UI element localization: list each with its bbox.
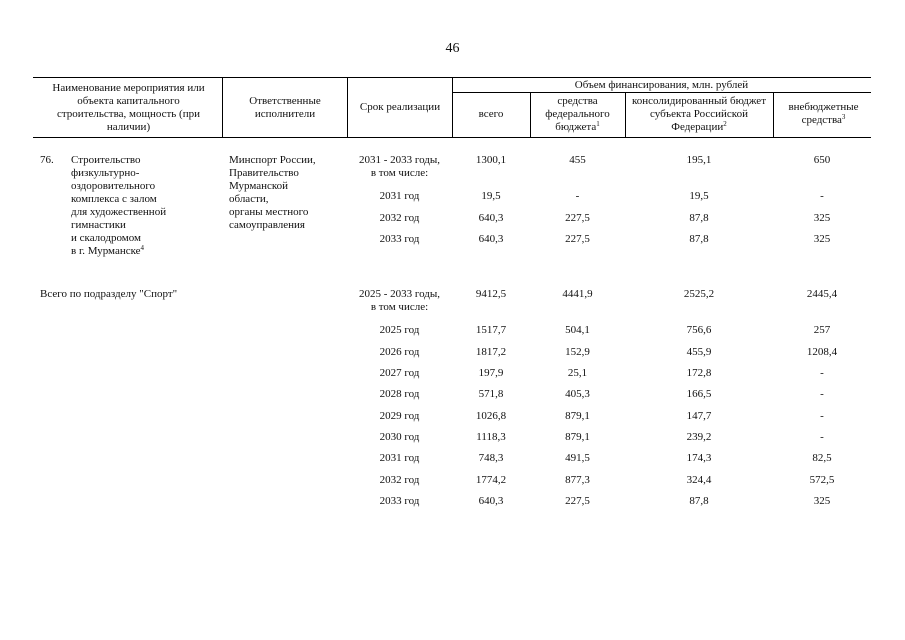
item-name-line: физкультурно- [71,167,140,179]
regional-cell: 87,8 [689,495,709,507]
federal-cell: 4441,9 [562,288,593,300]
offbudget-cell: - [820,190,824,202]
item-name-line: для художественной [71,206,167,218]
item-responsible-line: Минспорт России, [229,154,316,166]
regional-cell: 147,7 [686,410,712,422]
federal-cell: - [575,190,580,202]
regional-cell: 455,9 [686,346,712,358]
subtotal-label: Всего по подразделу "Спорт" [40,288,178,300]
period-cell: 2030 год [379,431,420,443]
period-cell: 2025 - 2033 годы, [358,288,441,300]
offbudget-cell: 325 [813,495,831,507]
period-cell: 2028 год [379,388,420,400]
period-cell: 2031 год [379,452,420,464]
offbudget-cell: - [820,367,824,379]
header-offbudget: внебюджетные средства$^3$ [788,101,859,126]
federal-cell: 491,5 [565,452,590,464]
period-cell: 2029 год [379,410,420,422]
federal-cell: 879,1 [565,431,590,443]
federal-cell: 227,5 [565,212,590,224]
offbudget-cell: - [820,388,824,400]
period-cell: 2025 год [379,324,420,336]
federal-cell: 877,3 [565,474,590,486]
regional-cell: 19,5 [689,190,709,202]
total-cell: 571,8 [478,388,504,400]
header-regional: консолидированный бюджет субъекта Российской Федерации$^2$ [632,95,766,133]
regional-cell: 87,8 [689,233,709,245]
period-cell: 2027 год [379,367,420,379]
regional-cell: 172,8 [686,367,712,379]
period-cell: в том числе: [370,301,429,313]
offbudget-cell: - [820,410,824,422]
header-responsible: Ответственные исполнители [249,95,321,120]
federal-cell: 25,1 [567,367,588,379]
regional-cell: 756,6 [686,324,712,336]
header-federal: средства федерального бюджета$^1$ [545,95,610,133]
period-cell: 2031 год [379,190,420,202]
item-name-line: в г. Мурманске$^4$ [71,244,145,257]
total-cell: 1517,7 [475,324,507,336]
total-cell: 1026,8 [475,410,507,422]
item-responsible-line: области, [229,193,269,205]
item-name-line: оздоровительного [71,180,156,192]
item-number: 76. [40,154,54,166]
total-cell: 1774,2 [475,474,507,486]
offbudget-cell: 650 [813,154,831,166]
item-name-line: и скалодромом [71,232,141,244]
regional-cell: 2525,2 [683,288,715,300]
col-divider [773,92,774,138]
offbudget-cell: 325 [813,233,831,245]
offbudget-cell: 325 [813,212,831,224]
regional-cell: 239,2 [686,431,712,443]
federal-cell: 455 [569,154,586,166]
header-name: Наименование мероприятия или объекта капитального строительства, мощность (при наличии) [52,82,205,133]
header-period: Срок реализации [359,101,441,113]
item-name-line: гимнастики [71,219,126,231]
offbudget-cell: 82,5 [812,452,832,464]
item-responsible-line: органы местного [229,206,309,218]
federal-cell: 504,1 [565,324,590,336]
federal-cell: 227,5 [565,495,590,507]
federal-cell: 879,1 [565,410,590,422]
total-cell: 197,9 [478,367,504,379]
regional-cell: 87,8 [689,212,709,224]
federal-cell: 152,9 [565,346,590,358]
total-cell: 748,3 [478,452,504,464]
total-cell: 640,3 [478,495,504,507]
period-cell: 2032 год [379,212,420,224]
col-divider [222,77,223,138]
regional-cell: 324,4 [686,474,712,486]
period-cell: 2031 - 2033 годы, [358,154,441,166]
total-cell: 1300,1 [475,154,507,166]
item-name-line: Строительство [71,154,141,166]
offbudget-cell: - [820,431,824,443]
period-cell: 2033 год [379,233,420,245]
regional-cell: 174,3 [686,452,712,464]
total-cell: 19,5 [481,190,501,202]
col-divider [347,77,348,138]
total-cell: 1118,3 [476,431,506,443]
total-cell: 640,3 [478,233,504,245]
page-number: 46 [445,41,460,56]
period-cell: в том числе: [370,167,429,179]
regional-cell: 195,1 [686,154,712,166]
offbudget-cell: 257 [813,324,831,336]
offbudget-cell: 1208,4 [806,346,838,358]
federal-cell: 405,3 [565,388,590,400]
item-responsible-line: Правительство [229,167,299,179]
header-total: всего [478,108,504,120]
item-responsible-line: Мурманской [229,180,289,192]
total-cell: 640,3 [478,212,504,224]
total-cell: 9412,5 [475,288,507,300]
period-cell: 2033 год [379,495,420,507]
item-name-line: комплекса с залом [71,193,157,205]
regional-cell: 166,5 [686,388,712,400]
offbudget-cell: 2445,4 [806,288,838,300]
total-cell: 1817,2 [475,346,507,358]
header-funding: Объем финансирования, млн. рублей [574,79,749,91]
offbudget-cell: 572,5 [809,474,835,486]
funding-sub-rule [452,92,871,93]
item-responsible-line: самоуправления [229,219,305,231]
period-cell: 2032 год [379,474,420,486]
federal-cell: 227,5 [565,233,590,245]
period-cell: 2026 год [379,346,420,358]
